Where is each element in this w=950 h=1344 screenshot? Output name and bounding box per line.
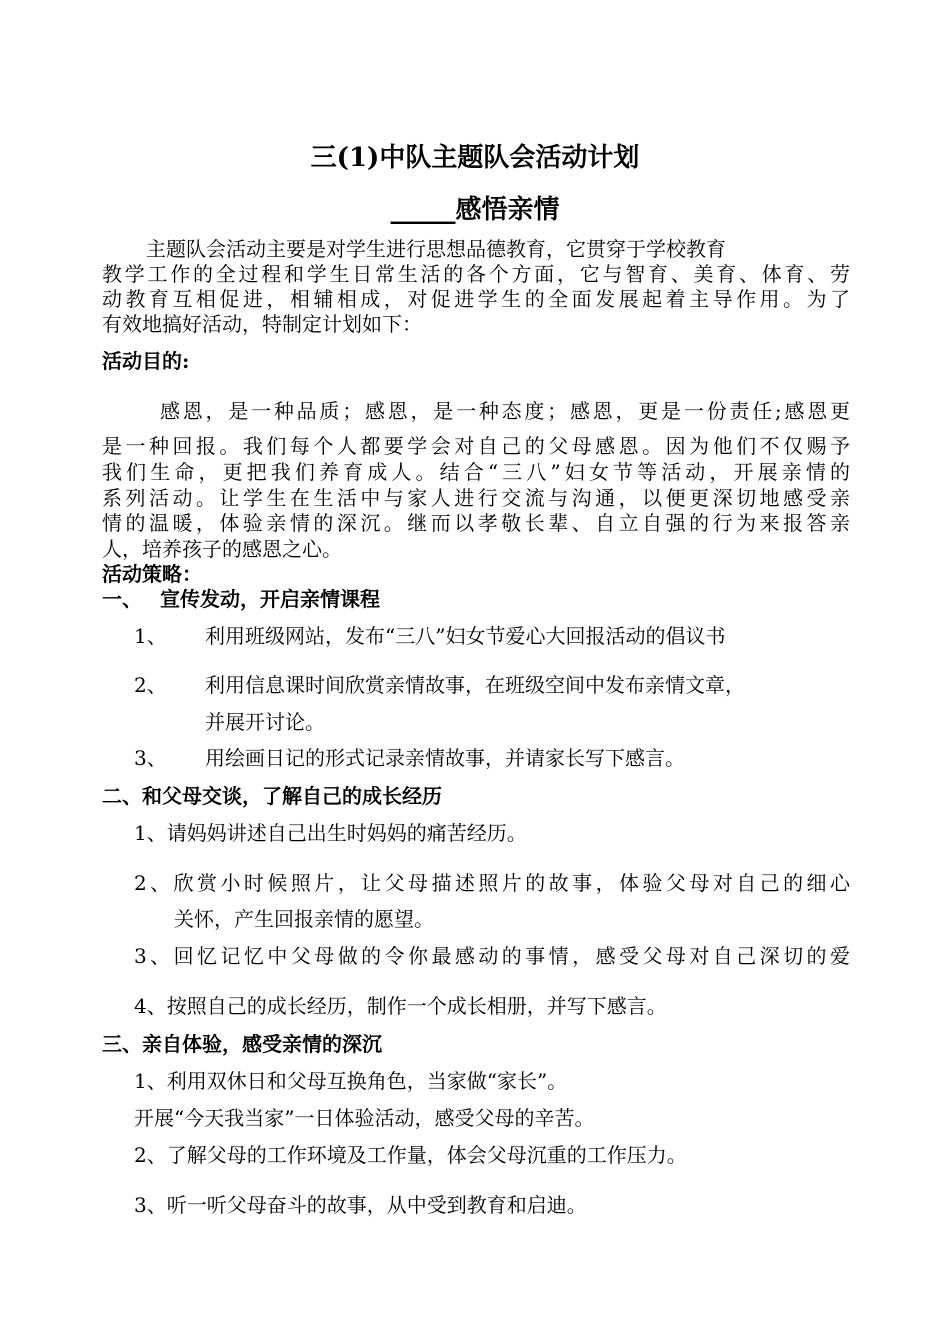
section2-item4: 4、按照自己的成长经历，制作一个成长相册，并写下感言。 [134, 994, 667, 1018]
purpose-line-1: 感恩，是一种品质；感恩，是一种态度；感恩，更是一份责任;感恩更 [160, 399, 850, 423]
section2-item3: 3、回忆记忆中父母做的令你最感动的事情，感受父母对自己深切的爱 [134, 944, 850, 968]
section2-heading: 二、和父母交谈，了解自己的成长经历 [102, 784, 442, 808]
purpose-line-5: 情的温暖，体验亲情的深沉。继而以孝敬长辈、自立自强的行为来报答亲 [102, 511, 850, 535]
page-subtitle [0, 194, 950, 226]
section3-item1: 1、利用双休日和父母互换角色，当家做“家长”。 [134, 1069, 568, 1093]
page-title: 三(1)中队主题队会活动计划 [310, 143, 640, 173]
purpose-line-3: 我们生命，更把我们养育成人。结合“三八”妇女节等活动，开展亲情的 [102, 460, 850, 484]
purpose-heading: 活动目的: [102, 349, 190, 373]
section3-item2: 2、了解父母的工作环境及工作量，体会父母沉重的工作压力。 [134, 1143, 687, 1167]
section2-item1: 1、请妈妈讲述自己出生时妈妈的痛苦经历。 [134, 821, 527, 845]
section1-item2-number: 2、 [134, 673, 167, 697]
purpose-line-4: 系列活动。让学生在生活中与家人进行交流与沟通，以便更深切地感受亲 [102, 486, 850, 510]
section1-item2-cont: 并展开讨论。 [205, 710, 325, 734]
section1-item1-text: 利用班级网站，发布“三八”妇女节爱心大回报活动的倡议书 [205, 624, 726, 648]
strategy-heading: 活动策略： [102, 562, 202, 586]
section2-item2-cont: 关怀，产生回报亲情的愿望。 [174, 907, 434, 931]
intro-line-4: 有效地搞好活动，特制定计划如下： [102, 312, 422, 336]
subtitle-text: 感悟亲情 [455, 195, 560, 225]
section2-item2: 2、欣赏小时候照片，让父母描述照片的故事，体验父母对自己的细心 [134, 871, 850, 895]
section3-item1-cont: 开展“今天我当家”一日体验活动，感受父母的辛苦。 [134, 1106, 595, 1130]
section3-item3: 3、听一听父母奋斗的故事，从中受到教育和启迪。 [134, 1193, 587, 1217]
section1-item3-number: 3、 [134, 746, 167, 770]
section1-heading: 宣传发动，开启亲情课程 [160, 587, 380, 611]
section3-heading: 三、亲自体验，感受亲情的深沉 [102, 1032, 382, 1056]
section1-item2-text: 利用信息课时间欣赏亲情故事，在班级空间中发布亲情文章， [205, 673, 745, 697]
purpose-line-2: 是一种回报。我们每个人都要学会对自己的父母感恩。因为他们不仅赐予 [102, 434, 850, 458]
purpose-line-6: 人，培养孩子的感恩之心。 [102, 537, 342, 561]
section1-number: 一、 [102, 587, 142, 611]
section1-item3-text: 用绘画日记的形式记录亲情故事，并请家长写下感言。 [205, 746, 685, 770]
intro-line-3: 动教育互相促进，相辅相成，对促进学生的全面发展起着主导作用。为了 [102, 287, 850, 311]
subtitle-blank: _____ [390, 195, 456, 225]
intro-line-2: 教学工作的全过程和学生日常生活的各个方面，它与智育、美育、体育、劳 [102, 262, 850, 286]
intro-line-1: 主题队会活动主要是对学生进行思想品德教育，它贯穿于学校教育 [146, 237, 726, 261]
section1-item1-number: 1、 [134, 624, 167, 648]
